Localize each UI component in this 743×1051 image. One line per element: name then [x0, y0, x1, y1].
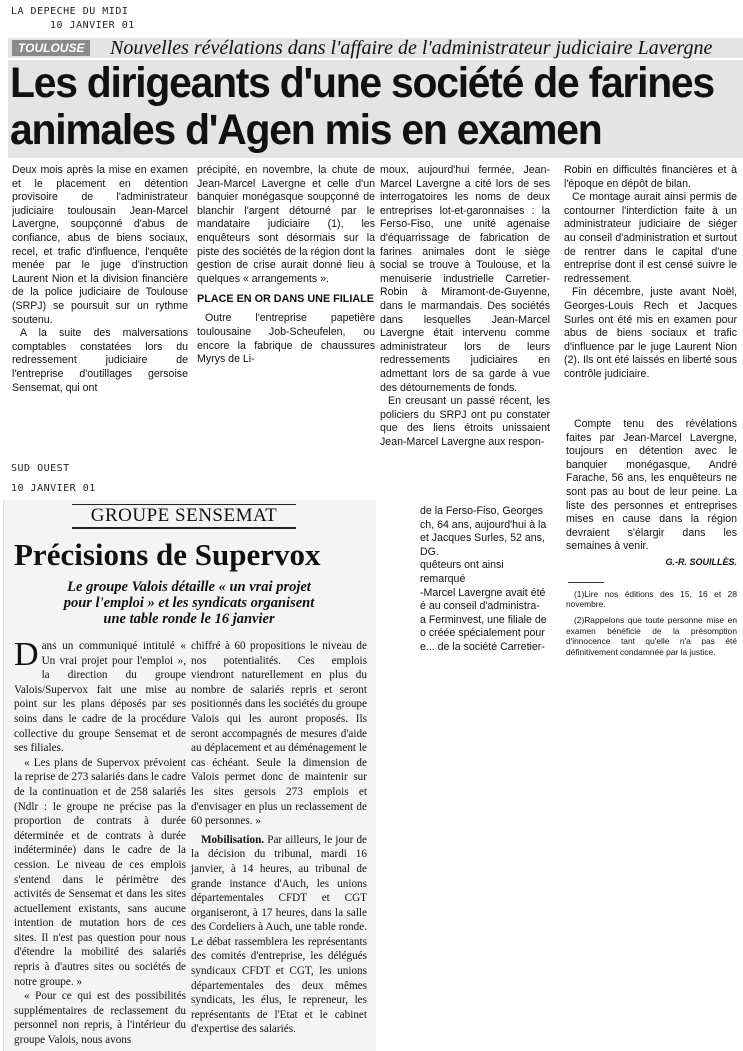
clip1-subheading: PLACE EN OR DANS UNE FILIALE: [197, 293, 374, 306]
clip1-source: LA DEPECHE DU MIDI: [11, 6, 129, 17]
clip2-kicker: GROUPE SENSEMAT: [72, 504, 296, 529]
clip1-col1-para: A la suite des malversations comptables constatées lors du redressement judiciaire de l'entreprise d'outillages gersoise Sensemat, qui ont: [12, 327, 188, 394]
clip1-partial-line: a Ferminvest, une filiale de: [420, 613, 547, 626]
clip2-dropcap: D: [14, 636, 39, 673]
clip1-date: 10 JANVIER 01: [50, 20, 135, 31]
clip1-headline: [10, 59, 714, 154]
clip1-partial-line: -Marcel Lavergne avait été: [420, 586, 546, 599]
clip1-col3-para: moux, aujourd'hui fermée, Jean-Marcel Lavergne a cité lors de ses interrogatoires les noms de deux entreprises lot-et-garonnaises : la Ferso-Fiso, une unité agenaise d'équarrissage de fabrication de farines animales dont le siège social se trouve à Toulouse, et la menuiserie industrielle Carretier-Robin à Miramont-de-Guyenne, dans le marmandais. Des sociétés dans lesquelles Jean-Marcel Lavergne était intervenu comme administrateur lors de leurs redressements judiciaires en admettant lors de sa garde à vue des détournements de fonds.: [380, 164, 550, 394]
clip1-col4-para: Fin décembre, juste avant Noël, Georges-Louis Rech et Jacques Surles ont été mis en examen pour abus de biens sociaux et trafic d'influence par le juge Laurent Nion (2). Ils ont été laissés en liberté sous contrôle judiciaire.: [564, 286, 737, 380]
clip2-column-2: [191, 639, 367, 1037]
clip1-column-3-partial: [420, 505, 550, 655]
clip1-col1-para: Deux mois après la mise en examen et le placement en détention provisoire de l'administrateur judiciaire toulousain Jean-Marcel Lavergne, soupçonné d'abus de confiance, abus de biens sociaux, recel, et trafic d'influence, l'enquête menée par le juge d'instruction Laurent Nion et la division financière de la police judiciaire de Toulouse (SRPJ) se poursuit sur un rythme soutenu.: [12, 164, 188, 326]
clip2-source: SUD OUEST: [11, 463, 70, 474]
clip2-col1-para: « Pour ce qui est des possibilités supplémentaires de reclassement du personnel non repris, à l'intérieur du groupe Valois, nous avons: [14, 990, 186, 1047]
clip1-partial-line: DG.: [420, 545, 439, 558]
clip1-deck: Nouvelles révélations dans l'affaire de l'administrateur judiciaire Lavergne: [110, 37, 713, 59]
clip2-col1-para: « Les plans de Supervox prévoient la reprise de 273 salariés dans le cadre de la continuation et de 258 salariés (Ndlr : le groupe ne précise pas la proportion de contrats à durée déterminée et de contrats à durée indéterminée) dans le cadre de la cession. Le niveau de ces emplois s'entend dans le périmètre des activités de Sensemat et dans les sites actuellement existants, sans aucune intention de mutation hors de ces sites. Il n'est pas question pour nous d'étendre la mobilité des salariés repris à d'autres sites ou sociétés de notre groupe. »: [14, 756, 186, 988]
clip1-col4-para: Robin en difficultés financières et à l'époque en dépôt de bilan.: [564, 164, 737, 190]
clip2-deck-line: pour l'emploi » et les syndicats organisent: [63, 595, 315, 611]
clip1-partial-line: et Jacques Surles, 52 ans,: [420, 532, 545, 545]
clip1-footnote: (2)Rappelons que toute personne mise en examen bénéficie de la présomption d'innocence tant qu'elle n'a pas été définitivement condamnée par la justice.: [566, 615, 737, 657]
clip1-footnote: (1)Lire nos éditions des 15, 16 et 28 novembre.: [566, 588, 737, 609]
clip1-column-2: [197, 164, 375, 367]
clip2-deck-line: Le groupe Valois détaille « un vrai projet: [67, 579, 311, 595]
clip2-headline: Précisions de Supervox: [14, 537, 321, 572]
clip1-footnotes: [566, 589, 737, 657]
clip1-partial-line: é au conseil d'administra-: [420, 600, 540, 613]
clip1-col2-para: précipité, en novembre, la chute de Jean-Marcel Lavergne et celle d'un banquier monégasque soupçonné de blanchir l'argent détourné par le mandataire judiciaire (1), les enquêteurs sont désormais sur la piste des sociétés de la région dont la gestion de crise aurait donné lieu à quelques « arrangements ».: [197, 164, 375, 285]
clip1-kicker: TOULOUSE: [12, 40, 90, 56]
clip1-signature: G.-R. SOUILLÈS.: [665, 556, 737, 567]
clip1-col4-para: Compte tenu des révélations faites par Jean-Marcel Lavergne, toujours en détention avec le banquier monégasque, André Farache, 56 ans, les enquêteurs ne sont pas au bout de leur peine. La liste des personnes et entreprises mises en cause dans la région devraient s'élargir dans les semaines à venir.: [566, 418, 737, 553]
clip1-partial-line: ch, 64 ans, aujourd'hui à la: [420, 518, 547, 531]
clip2-deck-line: une table ronde le 16 janvier: [103, 611, 275, 627]
clip1-col3-para: En creusant un passé récent, les policiers du SRPJ ont pu constater que des liens étroits unissaient Jean-Marcel Lavergne aux respon-: [380, 395, 550, 448]
clip2-col2-para: chiffré à 60 propositions le niveau de nos potentialités. Ces emplois viendront naturellement en plus du nombre de salariés repris et seront positionnés dans les sociétés du groupe Valois qui les auront proposés. Ils seront accompagnés de mesures d'aide au déplacement et au déménagement le cas échéant. Seule la dimension de Valois permet donc de maintenir sur les sites gersois 273 emplois et d'envisager en plus un reclassement de 60 personnes. »: [191, 640, 367, 828]
clip1-column-4-continued: [566, 418, 737, 663]
clip2-column-1: [14, 636, 186, 1048]
clip2-lead-in: Mobilisation.: [201, 833, 265, 846]
clip1-partial-line: quêteurs ont ainsi remarqué: [420, 559, 504, 585]
clip2-date: 10 JANVIER 01: [11, 483, 96, 494]
clip1-partial-line: e... de la société Carretier-: [420, 640, 545, 653]
clip1-headline-line1: Les dirigeants d'une société de farines: [10, 59, 714, 107]
clip1-headline-line2: animales d'Agen mis en examen: [10, 106, 602, 154]
footnote-rule: [568, 582, 604, 583]
clip2-col2-para: Par ailleurs, le jour de la décision du tribunal, mardi 16 janvier, à 14 heures, au tribunal de grande instance d'Auch, les unions départementales CFDT et CGT organiseront, à 17 heures, dans la salle des Cordeliers à Auch, une table ronde. Le débat rassemblera les représentants des comités d'entreprise, les délégués syndicaux CFDT et CGT, les unions départementales des deux mêmes syndicats, les élus, le repreneur, les représentants de l'Etat et le cabinet d'expertise des salariés.: [191, 833, 367, 1036]
clip1-column-3: [380, 164, 550, 449]
clip1-partial-line: o créée spécialement pour: [420, 627, 545, 640]
clip1-column-1: [12, 164, 188, 395]
clip1-col4-para: Ce montage aurait ainsi permis de contourner l'interdiction faite à un administrateur judiciaire de siéger au conseil d'administration et surtout de rentrer dans le capital d'une entreprise dont il est censé suivre le redressement.: [564, 191, 737, 285]
clip1-col2-para: Outre l'entreprise papetière toulousaine Job-Scheufelen, ou encore la fabrique de chaussures Myrys de Li-: [197, 312, 375, 366]
clip2-deck: [14, 579, 364, 627]
clip2-col1-para: ans un communiqué intitulé « Un vrai projet pour l'emploi », la direction du groupe Valois/Supervox fait une mise au point sur les plans déposés par ses soins dans le cadre de la procédure collective du groupe Sensemat et de ses filiales.: [14, 640, 186, 755]
clip1-column-4: [564, 164, 737, 382]
clip1-partial-line: de la Ferso-Fiso, Georges: [420, 505, 544, 517]
